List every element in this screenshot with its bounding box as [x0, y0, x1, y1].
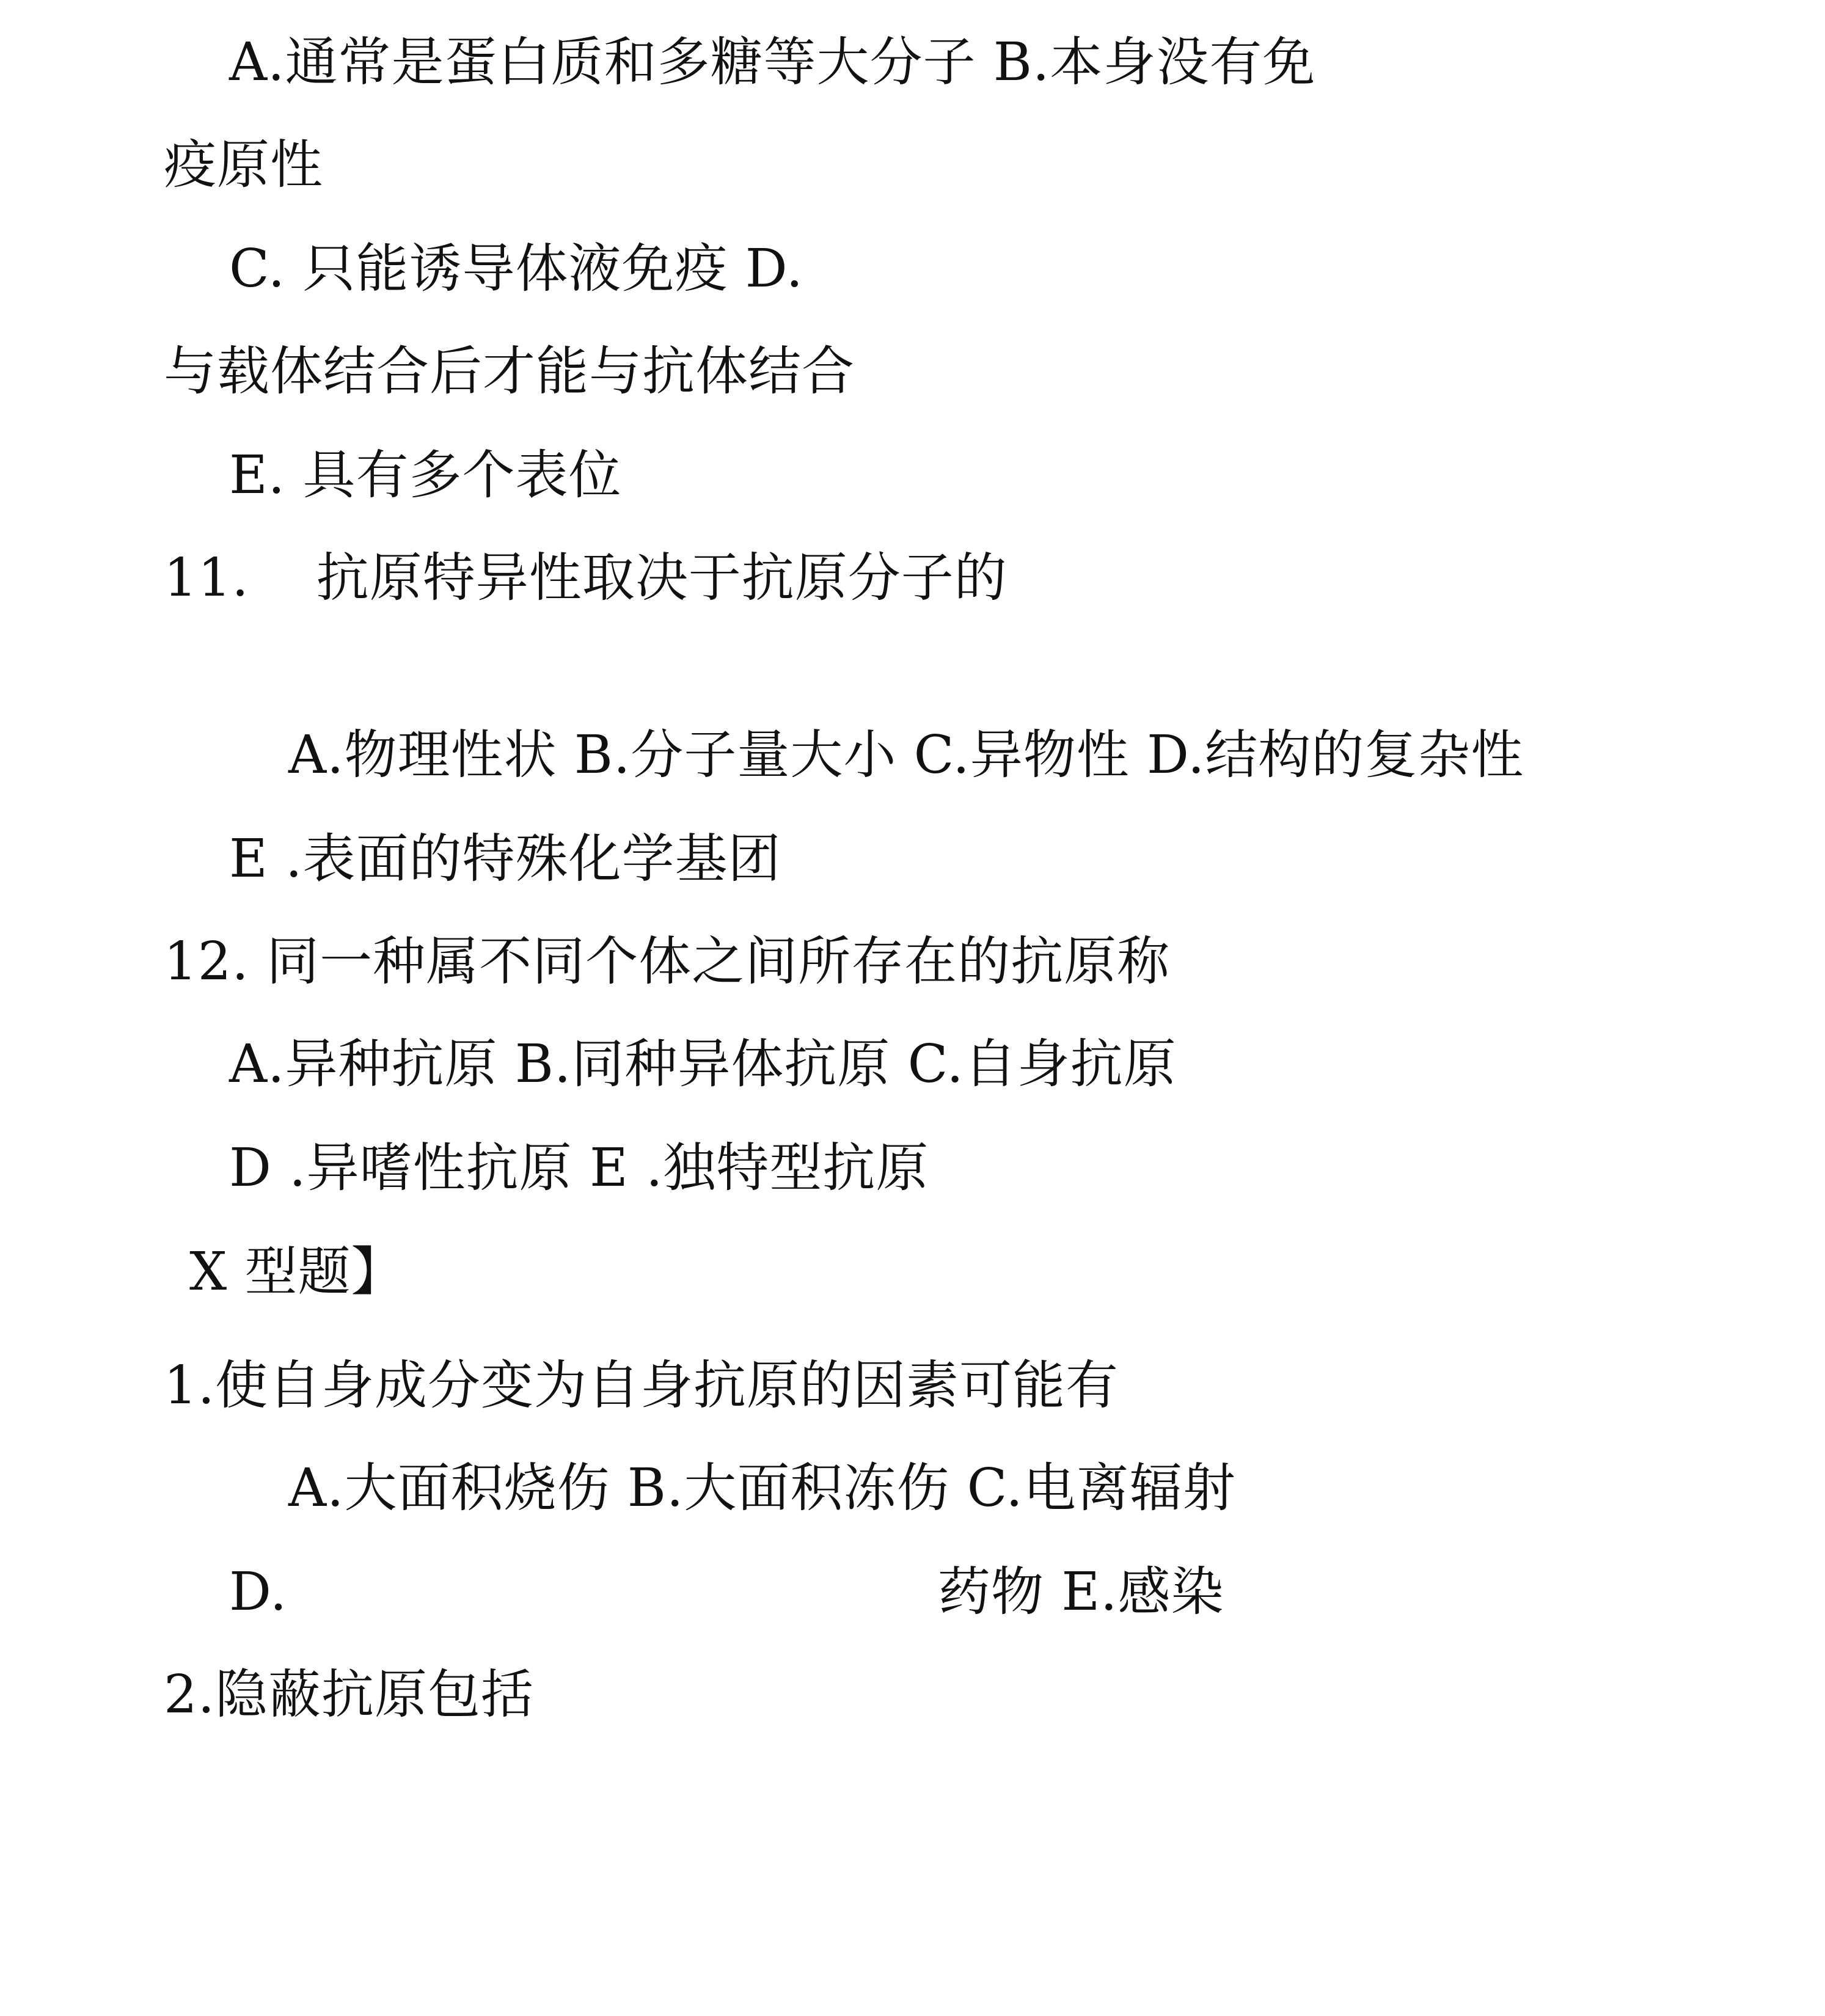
x1-options-de: 药物 E.感染	[938, 1561, 1224, 1623]
q12-options-de: D .异嗜性抗原 E .独特型抗原	[229, 1138, 929, 1199]
q10-option-b-continuation: 疫原性	[164, 134, 323, 195]
q10-option-e: E. 具有多个表位	[229, 445, 622, 506]
q10-option-d-continuation: 与载体结合后才能与抗体结合	[164, 341, 855, 402]
x2-question: 2.隐蔽抗原包括	[164, 1664, 535, 1725]
q11-number: 11.	[164, 547, 249, 608]
x1-option-d-label: D.	[229, 1561, 288, 1623]
q12-options-ac: A.异种抗原 B.同种异体抗原 C.自身抗原	[229, 1034, 1177, 1095]
q11-option-e: E .表面的特殊化学基团	[229, 828, 781, 889]
q11-question	[164, 547, 1008, 608]
q11-options-ad: A.物理性状 B.分子量大小 C.异物性 D.结构的复杂性	[288, 725, 1524, 786]
x1-options-ac: A.大面积烧伤 B.大面积冻伤 C.电离辐射	[288, 1458, 1236, 1519]
q10-option-c: C. 只能诱导体液免疫 D.	[229, 238, 803, 299]
q10-options-ab: A.通常是蛋白质和多糖等大分子 B.本身没有免	[229, 32, 1316, 93]
x1-question: 1.使自身成分变为自身抗原的因素可能有	[164, 1355, 1119, 1416]
section-heading: X 型题】	[189, 1241, 404, 1302]
q12-question: 12. 同一种属不同个体之间所存在的抗原称	[164, 931, 1171, 992]
q11-text: 抗原特异性取决于抗原分子的	[316, 547, 1008, 608]
